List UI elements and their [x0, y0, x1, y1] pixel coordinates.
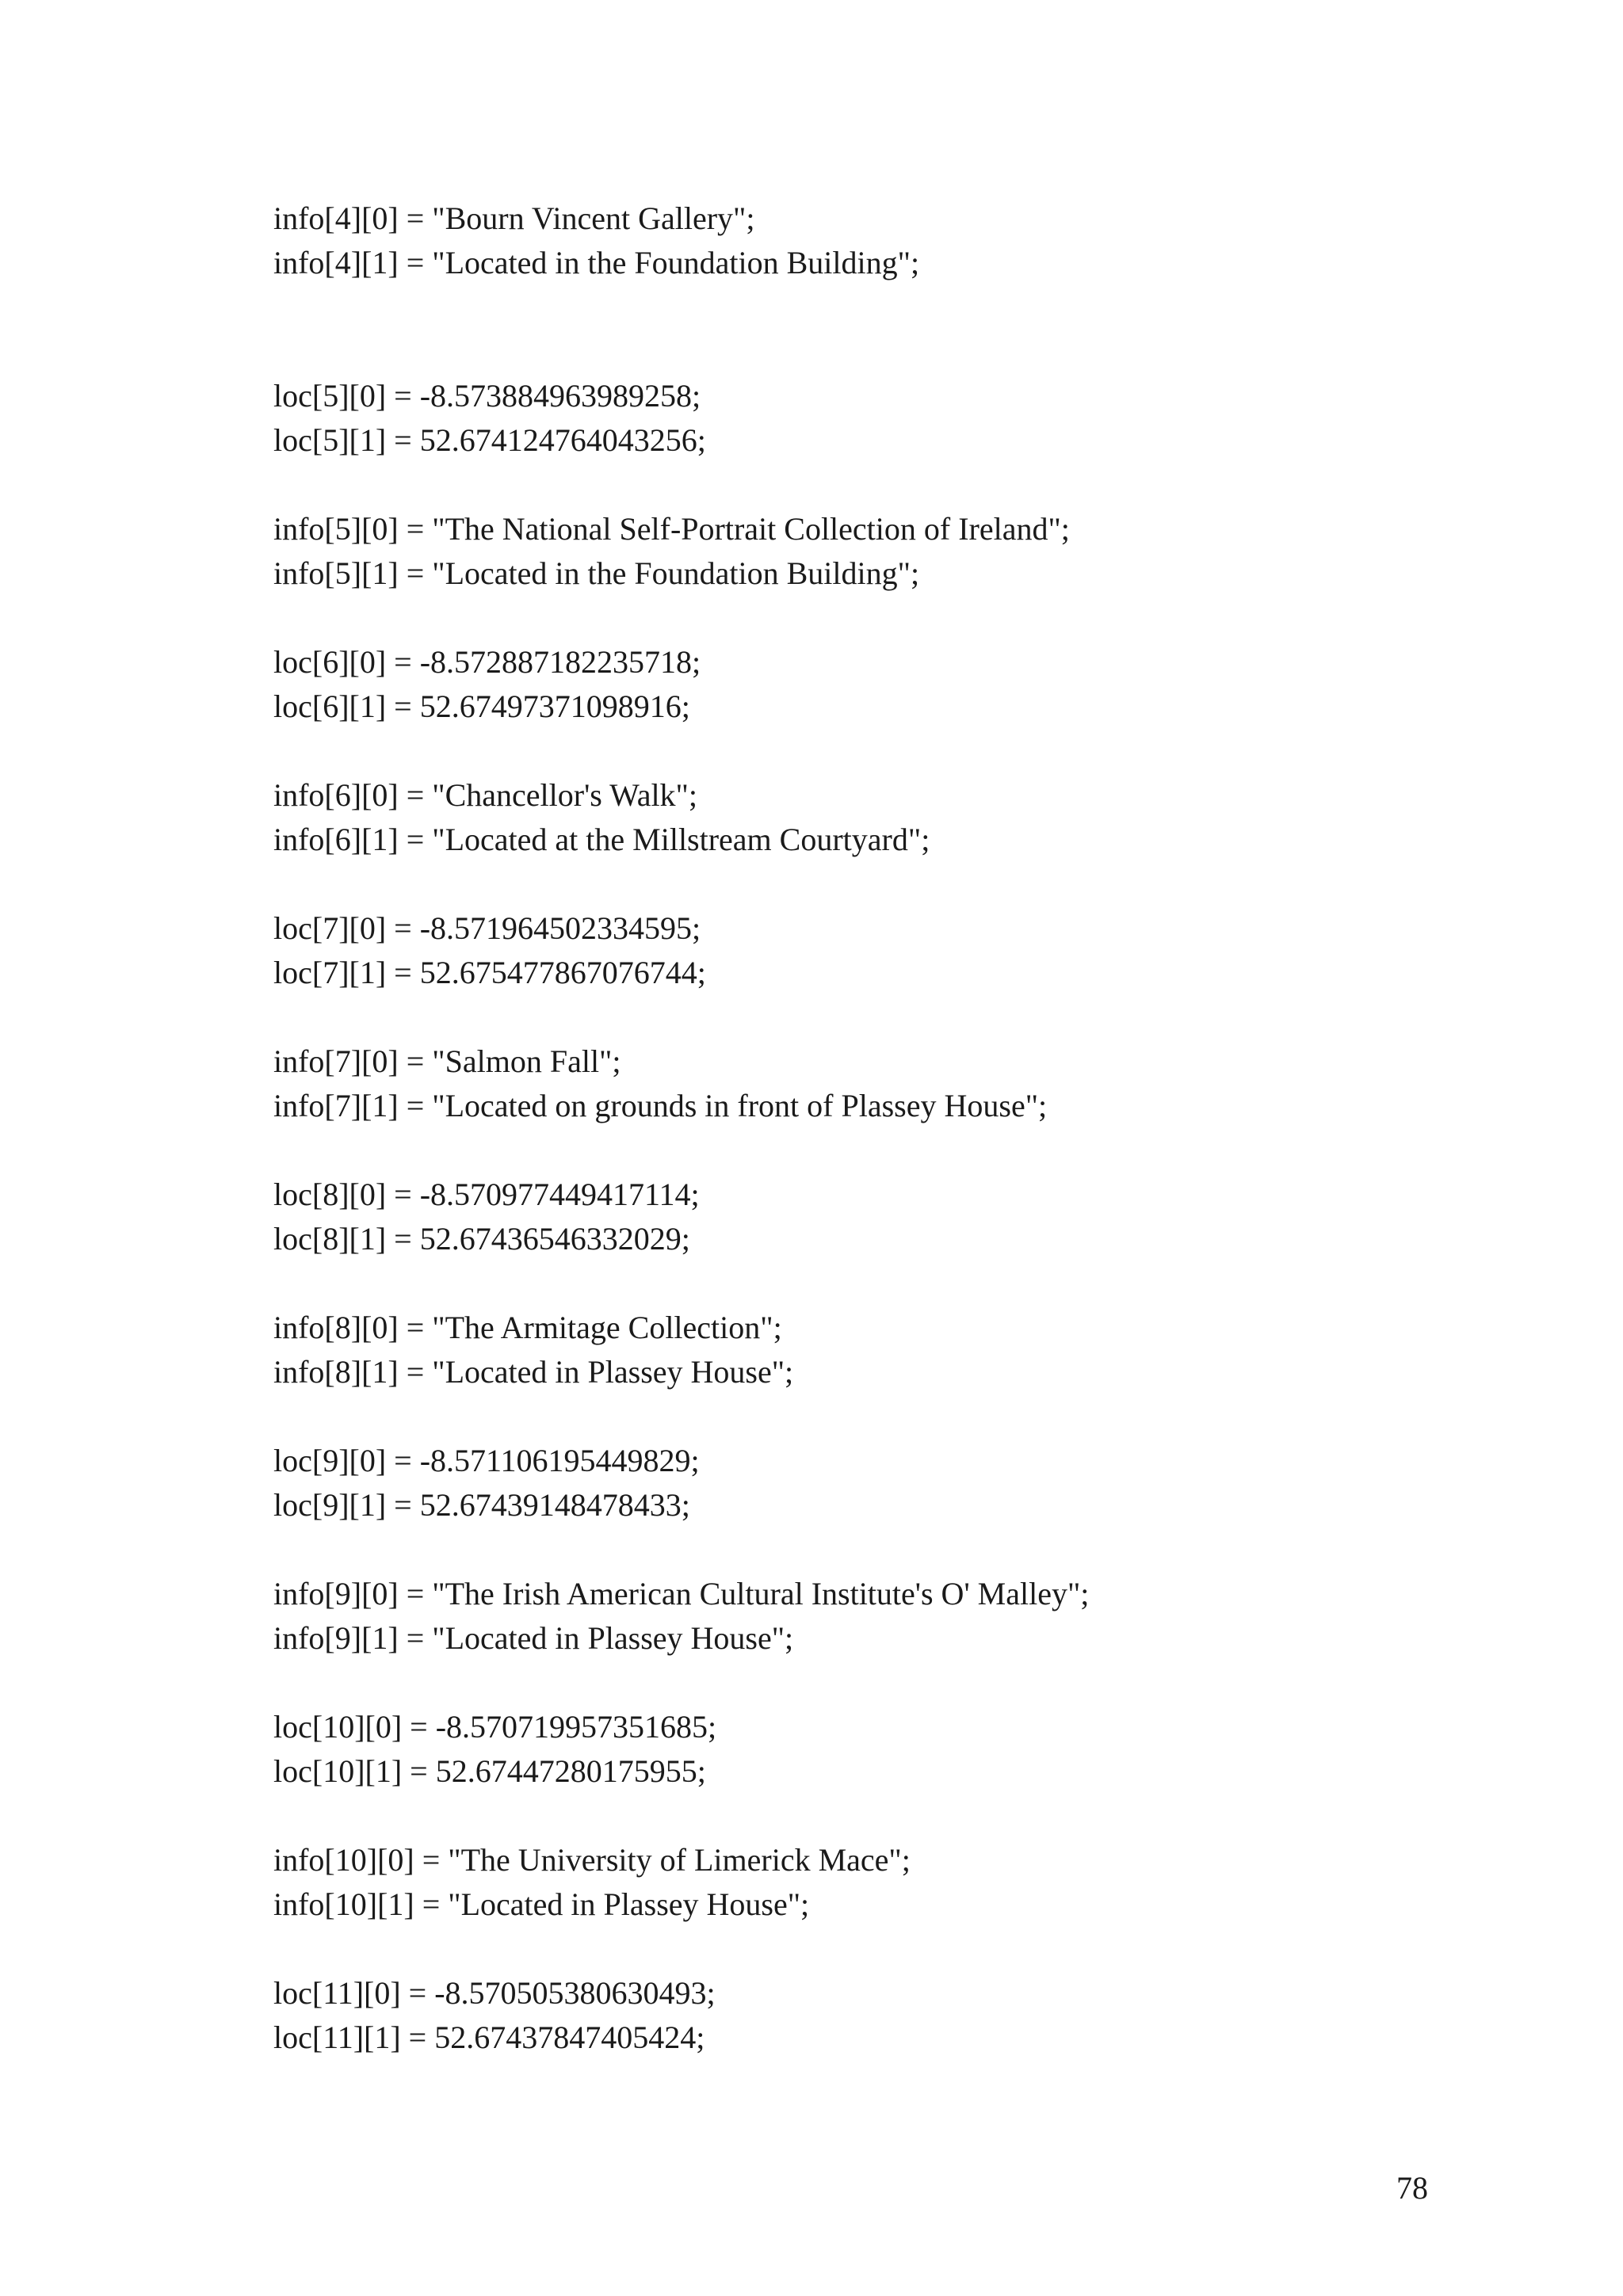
code-line: loc[6][1] = 52.67497371098916;	[273, 688, 690, 724]
code-line: loc[11][0] = -8.570505380630493;	[273, 1975, 716, 2011]
code-line: loc[8][0] = -8.570977449417114;	[273, 1177, 700, 1212]
code-line: loc[5][0] = -8.573884963989258;	[273, 378, 701, 414]
code-line: info[10][0] = "The University of Limerick Mace";	[273, 1842, 911, 1878]
code-line: info[5][0] = "The National Self-Portrait Collection of Ireland";	[273, 511, 1070, 547]
page-number: 78	[1396, 2170, 1428, 2206]
code-line: loc[5][1] = 52.674124764043256;	[273, 422, 706, 458]
code-line: info[8][0] = "The Armitage Collection";	[273, 1310, 782, 1345]
code-line: info[6][1] = "Located at the Millstream Courtyard";	[273, 822, 930, 857]
code-line: loc[9][1] = 52.67439148478433;	[273, 1487, 690, 1523]
code-listing	[273, 196, 1510, 2060]
code-line: info[9][1] = "Located in Plassey House";	[273, 1620, 794, 1656]
code-line: info[5][1] = "Located in the Foundation Building";	[273, 555, 920, 591]
code-line: info[9][0] = "The Irish American Cultural Institute's O' Malley";	[273, 1576, 1090, 1611]
code-line: loc[7][1] = 52.675477867076744;	[273, 955, 706, 990]
code-line: loc[10][1] = 52.67447280175955;	[273, 1753, 706, 1789]
code-line: info[7][1] = "Located on grounds in front of Plassey House";	[273, 1088, 1048, 1123]
code-line: info[10][1] = "Located in Plassey House";	[273, 1886, 810, 1922]
code-line: loc[8][1] = 52.67436546332029;	[273, 1221, 690, 1257]
code-line: loc[7][0] = -8.571964502334595;	[273, 910, 701, 946]
code-line: info[6][0] = "Chancellor's Walk";	[273, 777, 697, 813]
code-line: info[7][0] = "Salmon Fall";	[273, 1043, 621, 1079]
code-line: loc[6][0] = -8.572887182235718;	[273, 644, 701, 680]
code-line: loc[9][0] = -8.571106195449829;	[273, 1443, 700, 1478]
code-line: loc[10][0] = -8.570719957351685;	[273, 1709, 717, 1745]
code-line: info[8][1] = "Located in Plassey House";	[273, 1354, 794, 1390]
code-line: info[4][0] = "Bourn Vincent Gallery";	[273, 200, 755, 236]
code-line: info[4][1] = "Located in the Foundation Building";	[273, 245, 920, 280]
code-line: loc[11][1] = 52.67437847405424;	[273, 2019, 705, 2055]
